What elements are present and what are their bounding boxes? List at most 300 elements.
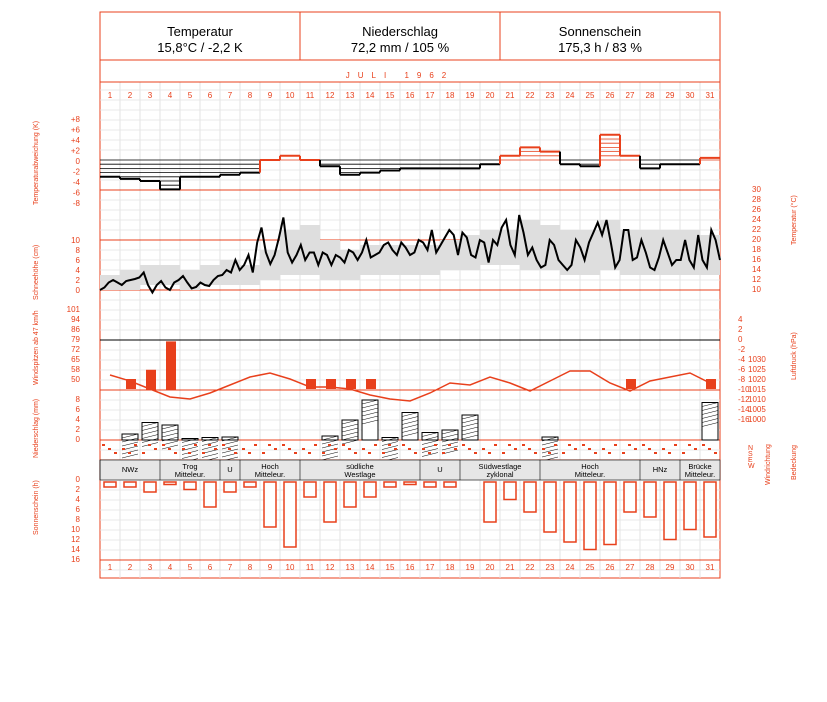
day-label-bottom: 13	[345, 563, 355, 572]
wind-dir-dot	[122, 448, 125, 450]
wind-dir-dot	[214, 448, 217, 450]
day-label-top: 30	[685, 91, 695, 100]
day-label-top: 21	[505, 91, 515, 100]
wind-gust-bar-small	[706, 379, 716, 389]
tick-temp-dev: -8	[72, 199, 80, 208]
tick-sun: 12	[71, 535, 80, 544]
wind-dir-dot	[648, 448, 651, 450]
sunshine-bar	[284, 482, 296, 547]
day-label-bottom: 21	[505, 563, 515, 572]
precip-bar	[702, 403, 718, 441]
tick-snow: 4	[75, 266, 80, 275]
tick-precip: 2	[75, 425, 80, 434]
day-label-bottom: 1	[107, 563, 113, 572]
tick-temperature: 22	[752, 225, 761, 234]
sunshine-bar	[564, 482, 576, 542]
tick-pressure-dev: -8	[738, 375, 746, 384]
wind-dir-dot	[488, 452, 491, 454]
tick-temp-dev: -2	[72, 167, 80, 177]
wind-gust-bar-small	[346, 379, 356, 389]
temp-band-day	[140, 265, 160, 285]
sunshine-bar	[224, 482, 236, 492]
wind-dir-dot	[508, 444, 511, 446]
day-label-top: 28	[645, 91, 655, 100]
temp-band-day	[380, 245, 400, 275]
wind-dir-dot	[368, 452, 371, 454]
day-label-bottom: 8	[247, 563, 253, 572]
day-label-top: 9	[267, 91, 273, 100]
wind-dir-dot	[128, 452, 131, 454]
tick-pressure: 1015	[748, 385, 766, 394]
precip-hatch	[382, 454, 398, 458]
wind-dir-dot	[108, 448, 111, 450]
sunshine-bar	[204, 482, 216, 507]
day-label-bottom: 26	[605, 563, 615, 572]
day-label-top: 22	[525, 91, 535, 100]
wind-dir-dot	[468, 448, 471, 450]
sunshine-bar	[624, 482, 636, 512]
sunshine-bar	[244, 482, 256, 487]
header-boxes	[100, 12, 720, 60]
tick-pressure-dev: -10	[738, 385, 750, 394]
day-label-bottom: 4	[167, 563, 173, 572]
tick-sun: 8	[75, 515, 80, 524]
wind-dir-dot	[388, 444, 391, 446]
day-label-bottom: 17	[425, 563, 435, 572]
tick-wind: 50	[71, 375, 80, 384]
wind-dir-dot	[194, 444, 197, 446]
wind-dir-dot	[654, 452, 657, 454]
wind-dir-dot	[628, 444, 631, 446]
wind-cloud-dots	[102, 444, 717, 454]
wind-dir-dot	[642, 444, 645, 446]
day-label-bottom: 2	[127, 563, 133, 572]
day-label-bottom: 15	[385, 563, 395, 572]
day-label-bottom: 18	[445, 563, 455, 572]
sunshine-bar	[584, 482, 596, 550]
wind-dir-dot	[248, 452, 251, 454]
wind-dir-dot	[342, 444, 345, 446]
tick-pressure-dev: 0	[738, 335, 743, 344]
day-label-bottom: 14	[365, 563, 375, 572]
weather-type-label: U	[227, 465, 233, 474]
wind-dir-dot	[662, 448, 665, 450]
tick-pressure-dev: -14	[738, 405, 750, 414]
tick-temperature: 24	[752, 215, 761, 224]
sunshine-bar	[524, 482, 536, 512]
tick-temperature: 30	[752, 185, 761, 194]
tick-wind: 65	[71, 355, 80, 364]
day-label-top: 17	[425, 91, 435, 100]
temp-band-day	[540, 225, 560, 270]
tick-temp-dev: 0	[75, 157, 80, 166]
day-label-top: 14	[365, 91, 375, 100]
tick-sun: 0	[75, 475, 80, 484]
wind-dir-dot	[442, 452, 445, 454]
wind-dir-dot	[382, 452, 385, 454]
weather-type-sub: zyklonal	[486, 470, 514, 479]
tick-wind-dir: E	[748, 457, 753, 464]
wind-dir-dot	[554, 444, 557, 446]
day-label-top: 24	[565, 91, 575, 100]
day-label-top: 16	[405, 91, 415, 100]
temp-value: 15,8°C / -2,2 K	[157, 40, 243, 55]
precip-hatch	[322, 440, 338, 444]
tick-precip: 4	[75, 415, 80, 424]
precip-hatch	[342, 440, 358, 444]
tick-snow: 6	[75, 256, 80, 265]
day-label-top: 20	[485, 91, 495, 100]
day-label-bottom: 6	[207, 563, 213, 572]
tick-precip: 6	[75, 405, 80, 414]
wind-dir-dot	[474, 452, 477, 454]
wind-dir-dot	[168, 448, 171, 450]
precip-bar	[122, 434, 138, 440]
sun-value: 175,3 h / 83 %	[558, 40, 642, 55]
day-label-top: 2	[127, 91, 133, 100]
wind-dir-dot	[602, 448, 605, 450]
wind-dir-dot	[502, 452, 505, 454]
wind-dir-dot	[534, 452, 537, 454]
precip-bar	[422, 433, 438, 441]
sunshine-bar	[644, 482, 656, 517]
wind-dir-dot	[348, 448, 351, 450]
wind-dir-dot	[594, 452, 597, 454]
weather-type-sub: Westlage	[344, 470, 376, 479]
tick-wind: 72	[71, 345, 80, 354]
month-label: JULI 1962	[345, 71, 455, 80]
wind-dir-dot	[174, 452, 177, 454]
tick-precip: 8	[75, 395, 80, 404]
tick-sun: 14	[71, 545, 80, 554]
wind-dir-dot	[514, 448, 517, 450]
tick-snow: 0	[75, 286, 80, 295]
axis-title-precip: Niederschlag (mm)	[33, 398, 40, 458]
wind-dir-dot	[614, 444, 617, 446]
weather-type-label: südliche	[346, 462, 374, 471]
tick-sun: 10	[71, 525, 80, 534]
sunshine-bar	[304, 482, 316, 497]
day-label-top: 31	[705, 91, 715, 100]
wind-dir-dot	[708, 448, 711, 450]
wind-dir-dot	[568, 444, 571, 446]
sunshine-bar	[444, 482, 456, 487]
day-label-bottom: 25	[585, 563, 595, 572]
day-label-bottom: 22	[525, 563, 535, 572]
day-label-top: 29	[665, 91, 675, 100]
wind-dir-dot	[688, 444, 691, 446]
precip-hatch	[182, 455, 198, 459]
precip-title: Niederschlag	[362, 24, 438, 39]
wind-dir-dot	[202, 452, 205, 454]
tick-temperature: 10	[752, 285, 761, 294]
wind-dir-dot	[274, 448, 277, 450]
tick-temperature: 28	[752, 195, 761, 204]
day-label-bottom: 23	[545, 563, 555, 572]
wind-dir-dot	[268, 444, 271, 446]
wind-dir-dot	[288, 448, 291, 450]
tick-snow: 2	[75, 276, 80, 285]
wind-dir-dot	[374, 444, 377, 446]
temp-deviation-steps	[100, 135, 720, 190]
wind-dir-dot	[234, 452, 237, 454]
wind-dir-dot	[102, 444, 105, 446]
day-label-top: 19	[465, 91, 475, 100]
day-label-top: 15	[385, 91, 395, 100]
wind-dir-dot	[622, 452, 625, 454]
sunshine-bar	[124, 482, 136, 487]
wind-dir-dot	[608, 452, 611, 454]
day-label-bottom: 12	[325, 563, 335, 572]
tick-wind: 58	[71, 365, 80, 374]
sunshine-bar	[344, 482, 356, 507]
day-label-top: 23	[545, 91, 555, 100]
day-label-top: 26	[605, 91, 615, 100]
wind-dir-dot	[354, 452, 357, 454]
tick-snow: 8	[75, 246, 80, 255]
tick-temp-dev: -4	[72, 178, 80, 187]
wind-dir-dot	[494, 444, 497, 446]
tick-wind: 94	[71, 315, 80, 324]
axis-title-pressure: Luftdruck (hPa)	[791, 332, 798, 380]
sunshine-bar	[264, 482, 276, 527]
precip-hatch	[202, 454, 218, 458]
day-label-top: 1	[107, 91, 113, 100]
wind-dir-dot	[142, 452, 145, 454]
sunshine-bar	[664, 482, 676, 540]
tick-temp-dev: +8	[70, 115, 80, 124]
tick-pressure-dev: 4	[738, 315, 743, 324]
day-label-bottom: 29	[665, 563, 675, 572]
tick-temperature: 26	[752, 205, 761, 214]
axis-title-sun: Sonnenschein (h)	[33, 480, 40, 535]
wind-dir-dot	[428, 452, 431, 454]
wind-dir-dot	[162, 444, 165, 446]
wind-dir-dot	[542, 448, 545, 450]
wind-dir-dot	[408, 448, 411, 450]
sunshine-bars	[104, 482, 716, 550]
day-label-bottom: 28	[645, 563, 655, 572]
wind-dir-dot	[682, 452, 685, 454]
precip-hatch	[322, 456, 338, 460]
day-label-bottom: 5	[187, 563, 193, 572]
sunshine-bar	[404, 482, 416, 485]
axis-title-snow: Schneehöhe (cm)	[33, 244, 40, 300]
axis-title-cloud: Bedeckung	[791, 444, 798, 480]
wind-dir-dot	[182, 448, 185, 450]
wind-dir-dot	[114, 452, 117, 454]
wind-dir-dot	[454, 448, 457, 450]
day-label-bottom: 11	[305, 563, 315, 572]
wind-dir-dot	[528, 448, 531, 450]
wind-dir-dot	[134, 444, 137, 446]
wind-dir-dot	[222, 444, 225, 446]
day-label-top: 18	[445, 91, 455, 100]
weather-type-label: U	[437, 465, 443, 474]
weather-type-label: HNz	[652, 465, 668, 474]
tick-pressure-dev: -16	[738, 415, 750, 424]
day-label-top: 13	[345, 91, 355, 100]
wind-gust-bar-small	[626, 379, 636, 389]
tick-wind-dir: S	[748, 451, 753, 458]
wind-dir-dot	[154, 448, 157, 450]
tick-pressure: 1010	[748, 395, 766, 404]
day-label-top: 10	[285, 91, 295, 100]
wind-dir-dot	[148, 444, 151, 446]
tick-sun: 2	[75, 485, 80, 494]
wind-gust-bars	[126, 341, 716, 390]
axis-title-temp-dev: Temperaturabweichung (K)	[33, 120, 40, 205]
wind-dir-dot	[434, 444, 437, 446]
axis-title-wind-dir: Windrichtung	[765, 444, 772, 485]
wind-dir-dot	[448, 444, 451, 446]
wind-dir-dot	[208, 444, 211, 446]
tick-pressure: 1025	[748, 365, 766, 374]
wind-dir-dot	[254, 444, 257, 446]
tick-snow: 10	[71, 236, 80, 245]
day-label-bottom: 30	[685, 563, 695, 572]
temp-title: Temperatur	[167, 24, 233, 39]
tick-pressure-dev: -4	[738, 355, 746, 364]
precip-hatch	[422, 441, 438, 445]
tick-temp-dev: +4	[70, 136, 80, 145]
sunshine-bar	[144, 482, 156, 492]
day-label-bottom: 10	[285, 563, 295, 572]
wind-dir-dot	[314, 444, 317, 446]
day-label-top: 6	[207, 91, 213, 100]
sunshine-bar	[184, 482, 196, 490]
day-label-bottom: 3	[147, 563, 153, 572]
temp-band-day	[240, 265, 260, 285]
sunshine-bar	[604, 482, 616, 545]
tick-temperature: 16	[752, 255, 761, 264]
tick-temp-dev: +2	[70, 146, 80, 156]
precip-value: 72,2 mm / 105 %	[350, 40, 450, 55]
wind-dir-dot	[588, 448, 591, 450]
wind-dir-dot	[188, 452, 191, 454]
wind-dir-dot	[394, 448, 397, 450]
tick-pressure: 1030	[748, 355, 766, 364]
day-label-bottom: 31	[705, 563, 715, 572]
tick-pressure-dev: -2	[738, 345, 746, 354]
tick-sun: 6	[75, 505, 80, 514]
wind-dir-dot	[242, 448, 245, 450]
wind-dir-dot	[702, 444, 705, 446]
day-label-top: 7	[227, 91, 233, 100]
wind-gust-bar-small	[366, 379, 376, 389]
precip-hatch	[122, 454, 138, 458]
sunshine-bar	[544, 482, 556, 532]
sun-title: Sonnenschein	[558, 24, 642, 39]
wind-gust-bar	[166, 341, 176, 390]
sunshine-bar	[484, 482, 496, 522]
tick-temperature: 18	[752, 245, 761, 254]
weather-type-label: Südwestlage	[478, 462, 522, 471]
sunshine-bar	[104, 482, 116, 487]
wind-dir-dot	[714, 452, 717, 454]
wind-dir-dot	[522, 444, 525, 446]
day-label-bottom: 19	[465, 563, 475, 572]
sunshine-bar	[324, 482, 336, 522]
sunshine-bar	[384, 482, 396, 487]
day-label-bottom: 27	[625, 563, 635, 572]
day-label-top: 25	[585, 91, 595, 100]
wind-dir-dot	[402, 444, 405, 446]
day-label-top: 5	[187, 91, 193, 100]
sunshine-bar	[504, 482, 516, 500]
weather-type-label: Hoch	[581, 462, 599, 471]
wind-dir-dot	[482, 448, 485, 450]
weather-type-label: NWz	[121, 465, 139, 474]
axis-title-wind: Windspitzen ab 47 km/h	[33, 310, 40, 385]
tick-precip: 0	[75, 435, 80, 444]
wind-dir-dot	[668, 452, 671, 454]
weather-type-label: Hoch	[261, 462, 279, 471]
tick-wind: 101	[66, 305, 80, 314]
wind-dir-dot	[362, 448, 365, 450]
day-label-top: 3	[147, 91, 153, 100]
day-label-top: 4	[167, 91, 173, 100]
wind-dir-dot	[334, 448, 337, 450]
wind-dir-dot	[582, 444, 585, 446]
sunshine-bar	[704, 482, 716, 537]
weather-type-label: Trog	[182, 462, 198, 471]
wind-dir-dot	[282, 444, 285, 446]
tick-temp-dev: +6	[70, 125, 80, 135]
temp-band-day	[200, 265, 220, 285]
day-label-top: 8	[247, 91, 253, 100]
tick-wind: 79	[71, 335, 80, 344]
day-label-bottom: 20	[485, 563, 495, 572]
wind-dir-dot	[328, 444, 331, 446]
wind-dir-dot	[548, 452, 551, 454]
wind-dir-dot	[294, 452, 297, 454]
tick-pressure: 1020	[748, 375, 766, 384]
weather-type-sub: Mitteleur.	[174, 470, 206, 479]
tick-wind-dir: W	[748, 463, 755, 470]
wind-dir-dot	[574, 448, 577, 450]
tick-pressure: 1005	[748, 405, 766, 414]
tick-pressure-dev: -12	[738, 395, 750, 404]
wind-dir-dot	[634, 448, 637, 450]
sunshine-bar	[424, 482, 436, 487]
tick-wind-dir: N	[748, 445, 754, 452]
weather-type-sub: Mitteleur.	[254, 470, 286, 479]
tick-pressure-dev: -6	[738, 365, 746, 374]
tick-sun: 4	[75, 495, 80, 504]
weather-types	[100, 460, 720, 480]
wind-dir-dot	[674, 444, 677, 446]
weather-type-sub: Mitteleur.	[574, 470, 606, 479]
weather-type-sub: Mitteleur.	[684, 470, 716, 479]
wind-dir-dot	[462, 444, 465, 446]
weather-type-label: Brücke	[688, 462, 712, 471]
wind-dir-dot	[414, 452, 417, 454]
tick-temperature: 12	[752, 275, 761, 284]
sunshine-bar	[364, 482, 376, 497]
day-label-top: 12	[325, 91, 335, 100]
day-label-bottom: 9	[267, 563, 273, 572]
sunshine-bar	[164, 482, 176, 485]
day-label-top: 11	[305, 91, 315, 100]
day-label-bottom: 24	[565, 563, 575, 572]
tick-pressure-dev: 2	[738, 325, 743, 334]
wind-dir-dot	[694, 448, 697, 450]
sunshine-bar	[684, 482, 696, 530]
wind-dir-dot	[308, 452, 311, 454]
tick-temperature: 20	[752, 235, 761, 244]
wind-dir-dot	[422, 448, 425, 450]
